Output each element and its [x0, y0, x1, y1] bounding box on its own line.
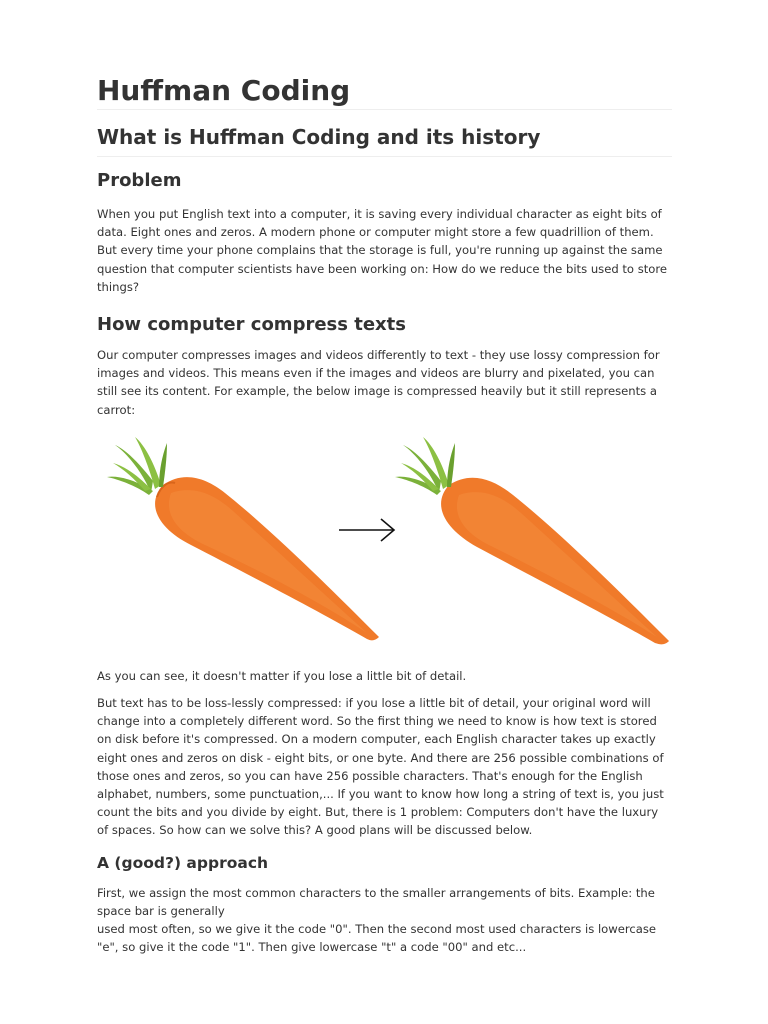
subsection-heading-approach: A (good?) approach	[97, 853, 269, 872]
document-body	[97, 72, 672, 956]
lossless-paragraph: But text has to be loss-lessly compressed: if you lose a little bit of detail, your original word will change into a completely different word. So the first thing we need to know is how text is stored on disk before it's compressed. On a modern computer, each English character takes up exactly eight ones and zeros on disk - eight bits, or one byte. And there are 256 possible combinations of those ones and zeros, so you can have 256 possible characters. That's enough for the English alphabet, numbers, some punctuation,... If you want to know how long a string of text is, you just count the bits and you divide by eight. But, there is 1 problem: Computers don't have the luxury of spaces. So how can we solve this? A good plans will be discussed below.	[97, 696, 664, 838]
problem-paragraph: When you put English text into a computer, it is saving every individual character as eight bits of data. Eight ones and zeros. A modern phone or computer might store a few quadrillion of them. But every time your phone complains that the storage is full, you're running up against the same question that computer scientists have been working on: How do we reduce the bits used to store things?	[97, 207, 668, 294]
page-title: Huffman Coding	[97, 72, 672, 110]
subsection-heading-problem: Problem	[97, 170, 182, 191]
carrot-figure	[97, 433, 672, 653]
section-heading-history: What is Huffman Coding and its history	[97, 122, 672, 157]
right-arrow-icon	[337, 515, 397, 545]
carrot-image-compressed	[393, 435, 673, 647]
subsection-heading-compress: How computer compress texts	[97, 314, 406, 336]
approach-paragraph-line2: used most often, so we give it the code "0". Then the second most used characters is lowercase "e", so give it the code "1". Then give lowercase "t" a code "00" and etc...	[97, 922, 657, 955]
approach-paragraph-line1: First, we assign the most common characters to the smaller arrangements of bits. Example: the space bar is generally	[97, 885, 655, 918]
compress-intro-paragraph: Our computer compresses images and videos differently to text - they use lossy compression for images and videos. This means even if the images and videos are blurry and pixelated, you can still see its content. For example, the below image is compressed heavily but it still represents a carrot:	[97, 348, 660, 417]
after-figure-paragraph: As you can see, it doesn't matter if you lose a little bit of detail.	[97, 668, 467, 683]
